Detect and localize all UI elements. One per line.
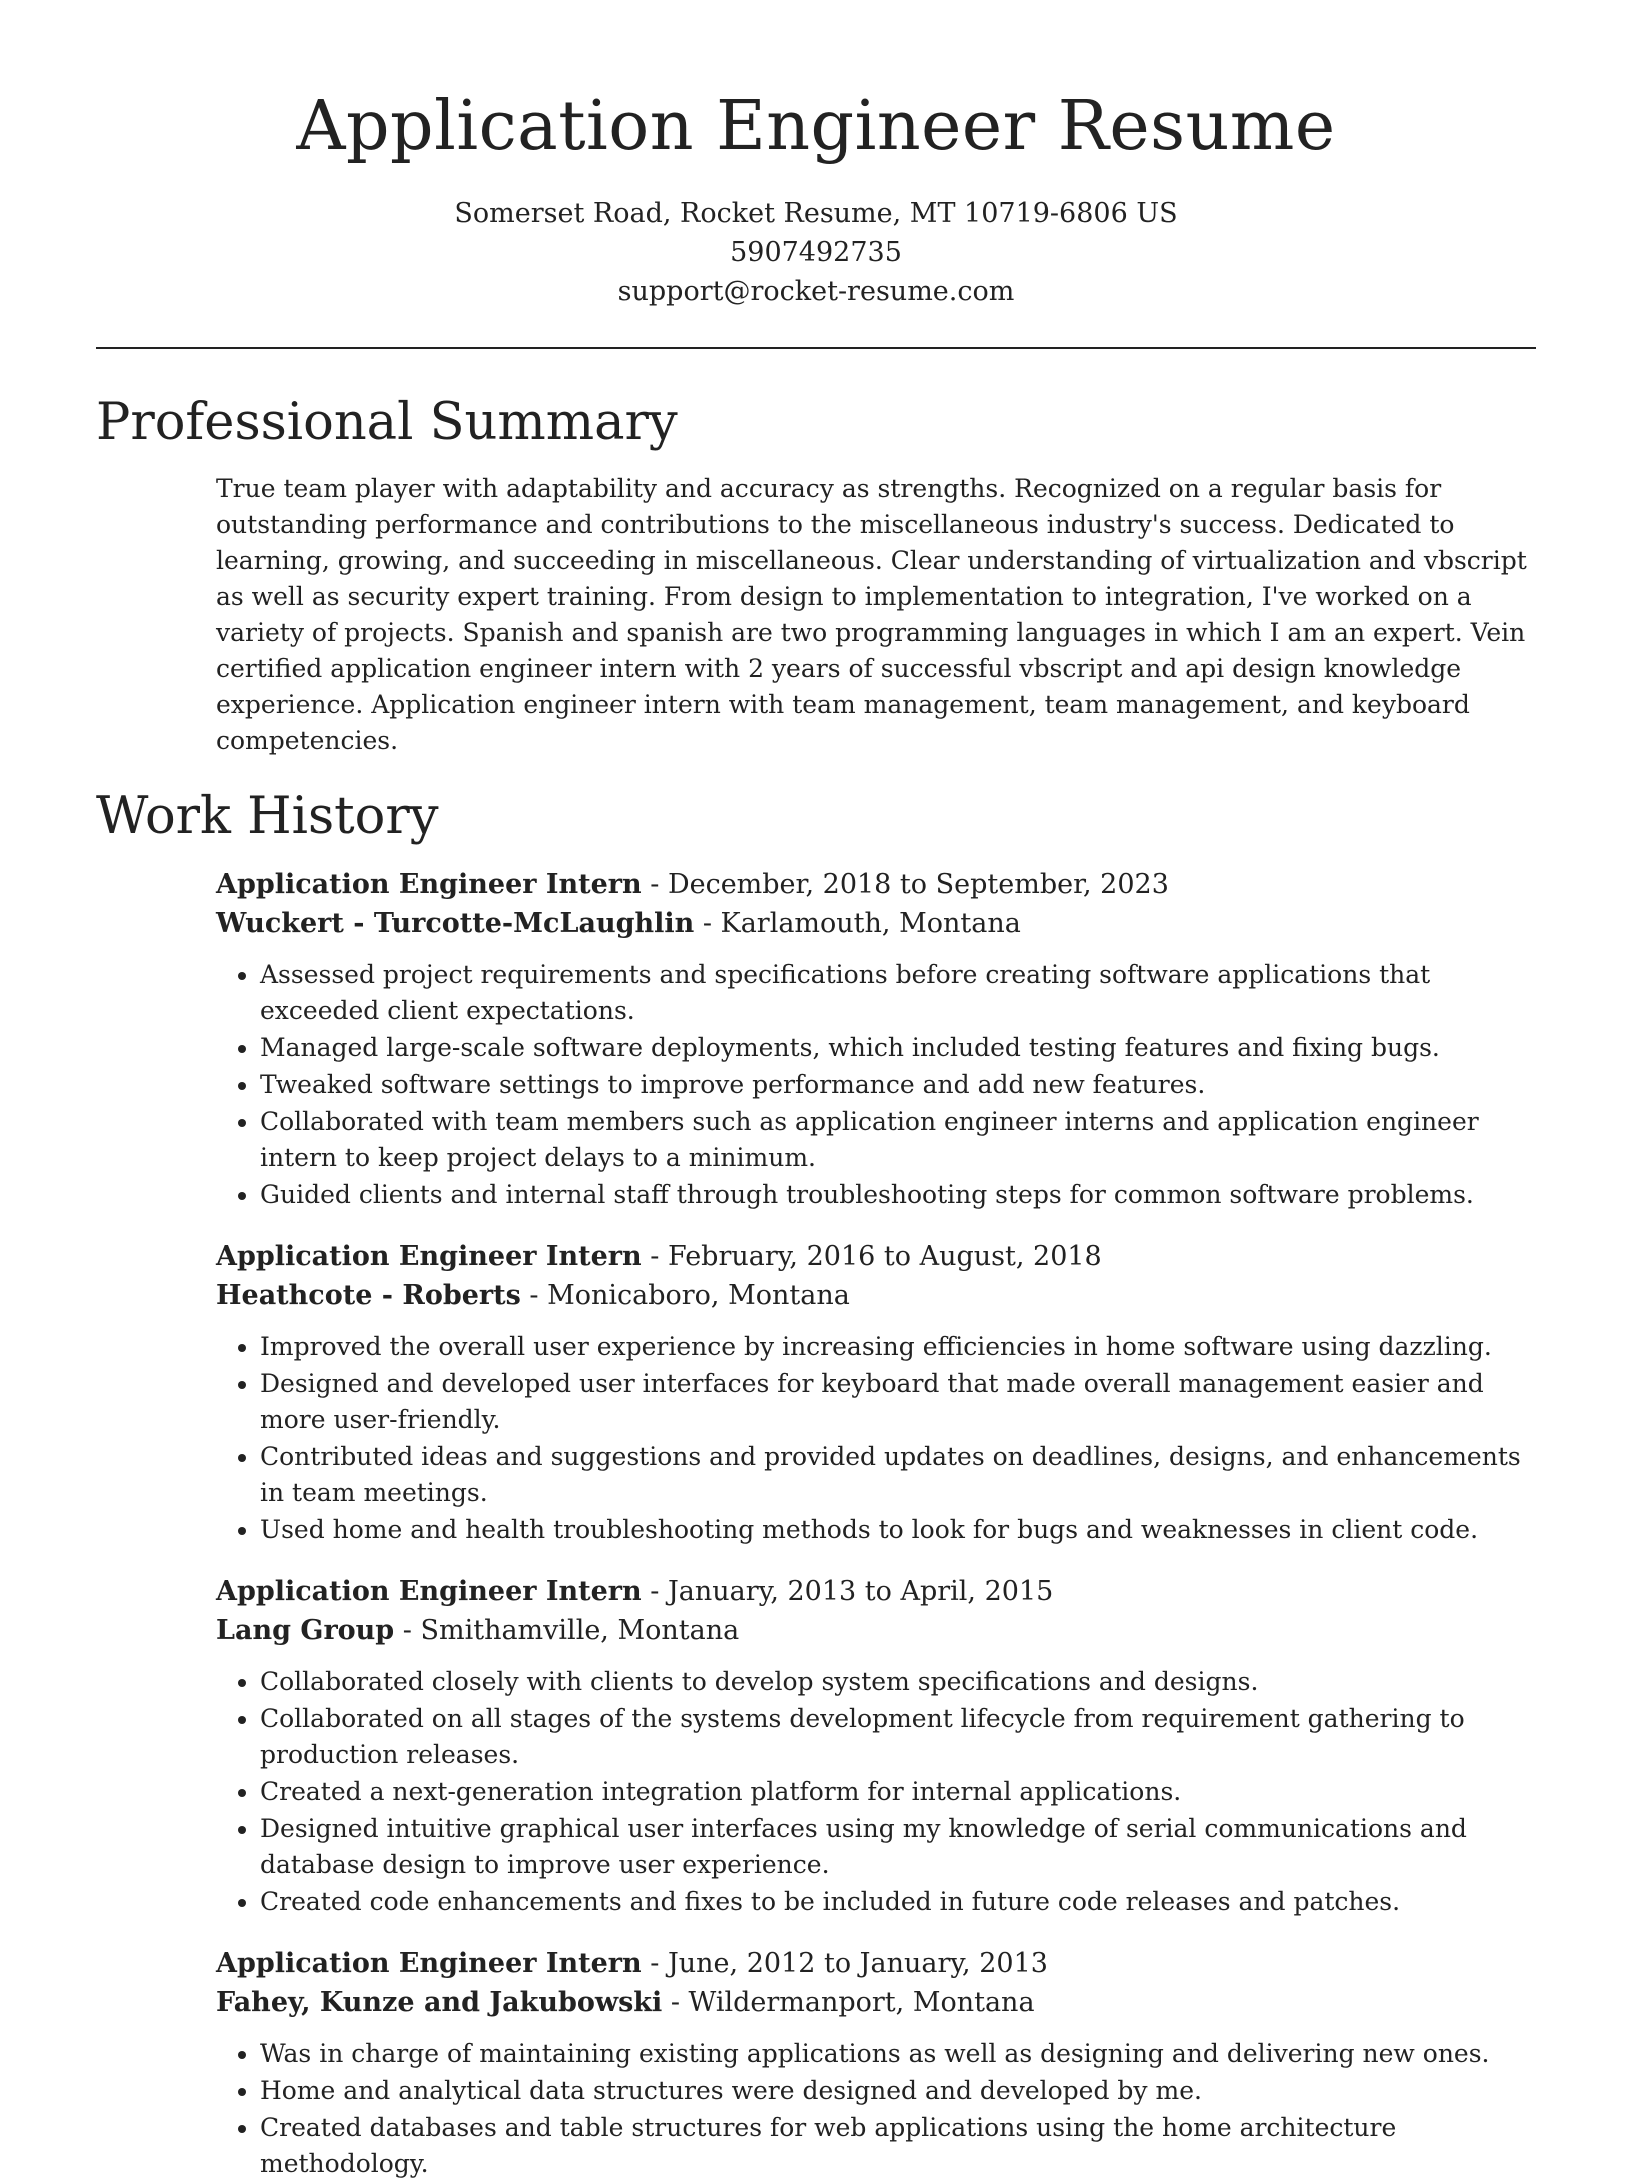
job-dates: - December, 2018 to September, 2023 bbox=[641, 869, 1169, 900]
job-duty-item: • Improved the overall user experience by increasing efficiencies in home software using dazzling. bbox=[260, 1329, 1536, 1365]
job-entry bbox=[216, 1237, 1536, 1548]
job-duty-item: • Was in charge of maintaining existing applications as well as designing and delivering new ones. bbox=[260, 2036, 1536, 2072]
job-duty-item: • Designed intuitive graphical user interfaces using my knowledge of serial communications and database design to improve user experience. bbox=[260, 1811, 1536, 1883]
job-duty-item: • Tweaked software settings to improve performance and add new features. bbox=[260, 1067, 1536, 1103]
job-company-line bbox=[216, 904, 1536, 943]
address: Somerset Road, Rocket Resume, MT 10719-6806 US bbox=[454, 198, 1178, 229]
job-location: - Smithamville, Montana bbox=[394, 1615, 740, 1646]
job-title: Application Engineer Intern bbox=[216, 1241, 642, 1272]
job-title-line bbox=[216, 865, 1536, 904]
job-company-line bbox=[216, 1276, 1536, 1315]
job-duty-item: • Collaborated with team members such as application engineer interns and application engineer intern to keep project delays to a minimum. bbox=[260, 1104, 1536, 1176]
job-duties-list bbox=[216, 1329, 1536, 1548]
job-duty-item: • Created code enhancements and fixes to be included in future code releases and patches. bbox=[260, 1884, 1536, 1920]
job-duty-item: • Home and analytical data structures were designed and developed by me. bbox=[260, 2073, 1536, 2109]
job-duty-item: • Collaborated on all stages of the systems development lifecycle from requirement gathering to production releases. bbox=[260, 1701, 1536, 1773]
job-company: Lang Group bbox=[216, 1615, 395, 1646]
job-entry bbox=[216, 1572, 1536, 1920]
job-duties-list bbox=[216, 957, 1536, 1213]
email: support@rocket-resume.com bbox=[617, 276, 1015, 307]
job-entry bbox=[216, 1944, 1536, 2182]
job-duty-item: • Created a next-generation integration platform for internal applications. bbox=[260, 1774, 1536, 1810]
summary-heading: Professional Summary bbox=[96, 393, 678, 452]
phone: 5907492735 bbox=[730, 237, 902, 268]
job-company-line bbox=[216, 1611, 1536, 1650]
resume-title: Application Engineer Resume bbox=[296, 87, 1336, 166]
job-duty-item: • Guided clients and internal staff through troubleshooting steps for common software problems. bbox=[260, 1177, 1536, 1213]
job-title: Application Engineer Intern bbox=[216, 869, 642, 900]
job-dates: - February, 2016 to August, 2018 bbox=[641, 1241, 1102, 1272]
job-location: - Wildermanport, Montana bbox=[662, 1987, 1035, 2018]
job-title: Application Engineer Intern bbox=[216, 1948, 642, 1979]
job-entry bbox=[216, 865, 1536, 1213]
job-duty-item: • Contributed ideas and suggestions and provided updates on deadlines, designs, and enhancements in team meetings. bbox=[260, 1439, 1536, 1511]
job-title-line bbox=[216, 1237, 1536, 1276]
job-dates: - January, 2013 to April, 2015 bbox=[641, 1576, 1054, 1607]
job-duties-list bbox=[216, 2036, 1536, 2182]
resume-header bbox=[0, 0, 1632, 311]
job-company: Fahey, Kunze and Jakubowski bbox=[216, 1987, 663, 2018]
job-location: - Monicaboro, Montana bbox=[520, 1280, 850, 1311]
job-duty-item: • Managed large-scale software deployments, which included testing features and fixing bugs. bbox=[260, 1030, 1536, 1066]
job-duties-list bbox=[216, 1664, 1536, 1920]
job-company-line bbox=[216, 1983, 1536, 2022]
job-location: - Karlamouth, Montana bbox=[694, 908, 1021, 939]
work-history-heading: Work History bbox=[96, 787, 439, 846]
job-title-line bbox=[216, 1572, 1536, 1611]
summary-section bbox=[96, 391, 1536, 759]
work-history-section bbox=[96, 785, 1536, 2182]
job-company: Heathcote - Roberts bbox=[216, 1280, 521, 1311]
job-duty-item: • Assessed project requirements and specifications before creating software applications that exceeded client expectations. bbox=[260, 957, 1536, 1029]
job-duty-item: • Created databases and table structures for web applications using the home architecture methodology. bbox=[260, 2110, 1536, 2182]
job-title: Application Engineer Intern bbox=[216, 1576, 642, 1607]
job-title-line bbox=[216, 1944, 1536, 1983]
job-duty-item: • Used home and health troubleshooting methods to look for bugs and weaknesses in client code. bbox=[260, 1512, 1536, 1548]
job-list bbox=[96, 865, 1536, 2182]
job-duty-item: • Designed and developed user interfaces for keyboard that made overall management easier and more user-friendly. bbox=[260, 1366, 1536, 1438]
job-duty-item: • Collaborated closely with clients to develop system specifications and designs. bbox=[260, 1664, 1536, 1700]
job-company: Wuckert - Turcotte-McLaughlin bbox=[216, 908, 695, 939]
contact-block bbox=[0, 194, 1632, 311]
summary-text: True team player with adaptability and accuracy as strengths. Recognized on a regular basis for outstanding performance and contributions to the miscellaneous industry's success. Dedicated to learning, growing, and succeeding in miscellaneous. Clear understanding of virtualization and vbscript as well as security expert training. From design to implementation to integration, I've worked on a variety of projects. Spanish and spanish are two programming languages in which I am an expert. Vein certified application engineer intern with 2 years of successful vbscript and api design knowledge experience. Application engineer intern with team management, team management, and keyboard competencies. bbox=[216, 474, 1527, 755]
job-dates: - June, 2012 to January, 2013 bbox=[641, 1948, 1048, 1979]
header-divider bbox=[96, 347, 1536, 349]
